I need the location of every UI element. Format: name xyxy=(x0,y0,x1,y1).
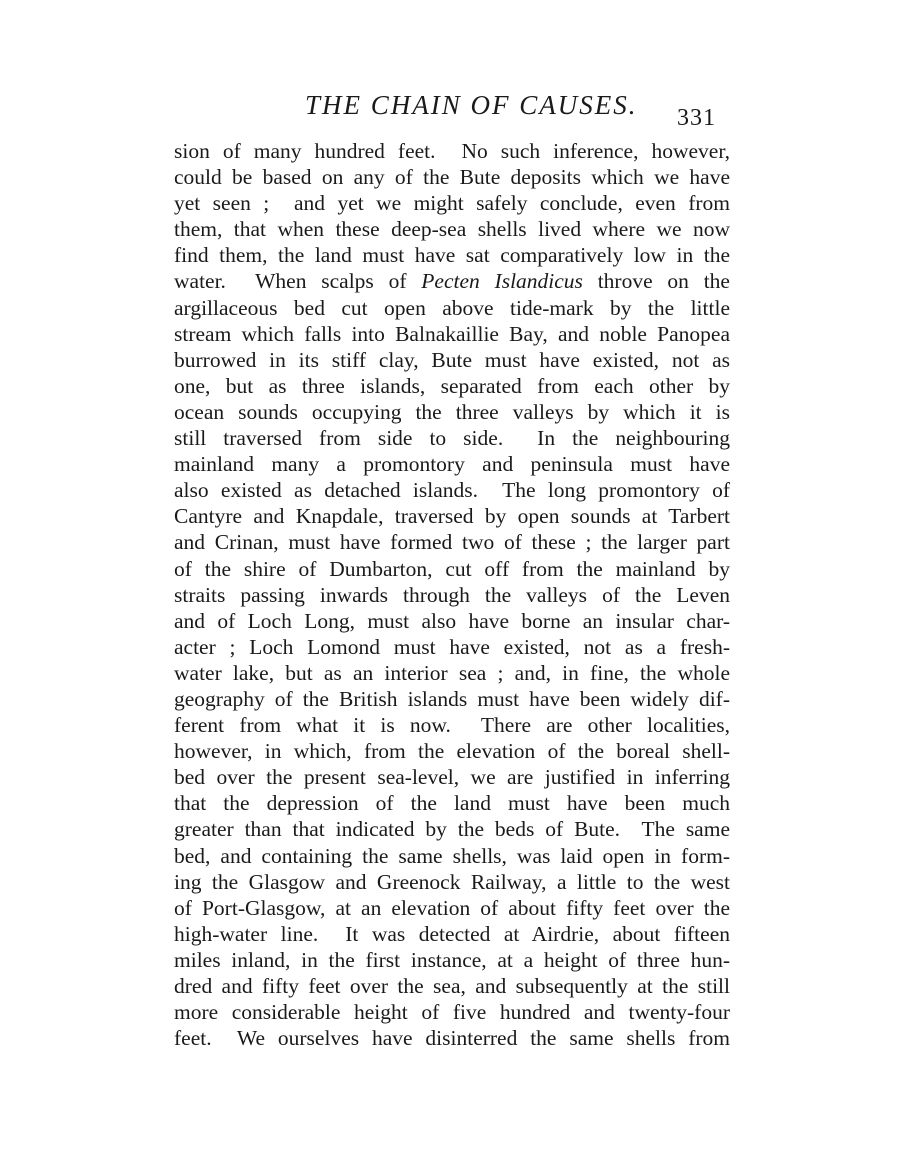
text-line: ing the Glasgow and Greenock Railway, a little to the west xyxy=(174,869,730,894)
text-line: of the shire of Dumbarton, cut off from the mainland by xyxy=(174,556,730,581)
text-line: still traversed from side to side. In the neighbouring xyxy=(174,426,730,451)
text-line: more considerable height of five hundred and twenty-four xyxy=(174,1000,730,1025)
text-line: one, but as three islands, separated from each other by xyxy=(174,373,730,398)
body-text xyxy=(174,138,730,1051)
text-line xyxy=(174,268,730,294)
text-line: however, in which, from the elevation of the boreal shell- xyxy=(174,739,730,764)
text-line: ferent from what it is now. There are other localities, xyxy=(174,713,730,738)
text-line: and Crinan, must have formed two of these ; the larger part xyxy=(174,530,730,555)
text-line: greater than that indicated by the beds of Bute. The same xyxy=(174,817,730,842)
species-name: Pecten Islandicus xyxy=(421,269,583,294)
text-line: yet seen ; and yet we might safely conclude, even from xyxy=(174,191,730,216)
text-line: mainland many a promontory and peninsula must have xyxy=(174,452,730,477)
text-line: bed, and containing the same shells, was laid open in form- xyxy=(174,843,730,868)
text-line: stream which falls into Balnakaillie Bay, and noble Panopea xyxy=(174,321,730,346)
text-line: find them, the land must have sat comparatively low in the xyxy=(174,243,730,268)
text-line: also existed as detached islands. The long promontory of xyxy=(174,478,730,503)
running-title: THE CHAIN OF CAUSES. xyxy=(305,90,638,120)
text-line: sion of many hundred feet. No such inference, however, xyxy=(174,139,730,163)
text-line: Cantyre and Knapdale, traversed by open sounds at Tarbert xyxy=(174,504,730,529)
text-line: burrowed in its stiff clay, Bute must have existed, not as xyxy=(174,347,730,372)
text-line: ocean sounds occupying the three valleys by which it is xyxy=(174,399,730,424)
running-head xyxy=(0,90,900,130)
text-line: acter ; Loch Lomond must have existed, not as a fresh- xyxy=(174,634,730,659)
text-line: high-water line. It was detected at Airdrie, about fifteen xyxy=(174,921,730,946)
text-line: dred and fifty feet over the sea, and subsequently at the still xyxy=(174,974,730,998)
text-line: could be based on any of the Bute deposits which we have xyxy=(174,165,730,190)
text-line: bed over the present sea-level, we are justified in inferring xyxy=(174,765,730,790)
text-line: feet. We ourselves have disinterred the same shells from xyxy=(174,1026,730,1051)
text-line: that the depression of the land must have been much xyxy=(174,791,730,816)
text-line: water lake, but as an interior sea ; and, in fine, the whole xyxy=(174,660,730,685)
text-run: throve on the xyxy=(582,269,730,294)
text-line: straits passing inwards through the valleys of the Leven xyxy=(174,582,730,607)
text-line: and of Loch Long, must also have borne an insular char- xyxy=(174,608,730,633)
text-line: of Port-Glasgow, at an elevation of about fifty feet over the xyxy=(174,895,730,920)
text-line: them, that when these deep-sea shells lived where we now xyxy=(174,217,730,242)
text-line: miles inland, in the first instance, at a height of three hun- xyxy=(174,947,730,972)
page-number: 331 xyxy=(677,105,716,131)
text-run: water. When scalps of xyxy=(174,269,422,294)
text-line: geography of the British islands must have been widely dif- xyxy=(174,686,730,711)
text-line: argillaceous bed cut open above tide-mark by the little xyxy=(174,295,730,320)
